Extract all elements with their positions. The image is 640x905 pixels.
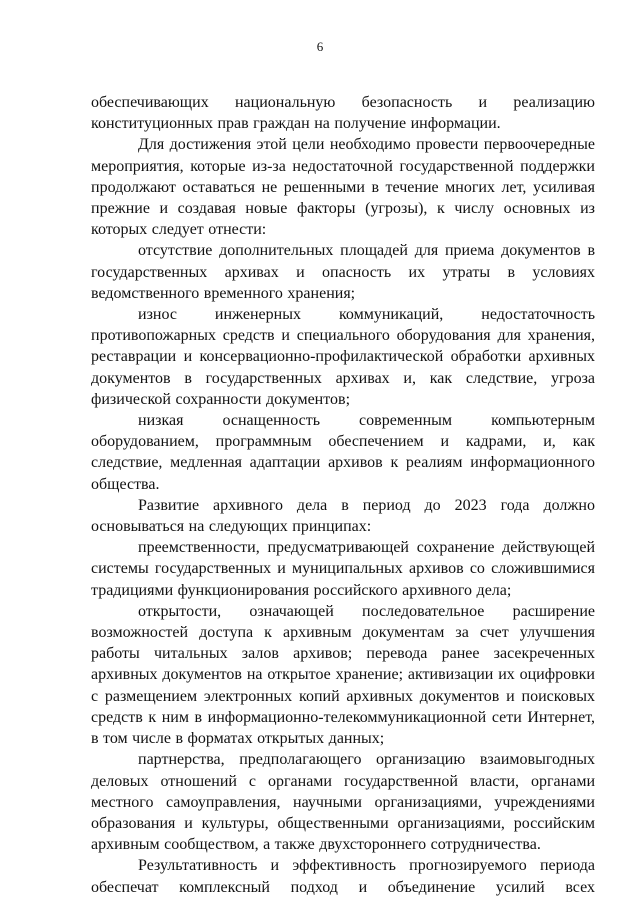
- paragraph-principle-continuity: преемственности, предусматривающей сохранение действующей системы государственных и муниципальных архивов со сложившимися традициями функционирования российского архивного дела;: [91, 539, 595, 599]
- paragraph-threat-engineering: износ инженерных коммуникаций, недостаточность противопожарных средств и специального оборудования для хранения, реставрации и консервационно-профилактической обработки архивных документов в государственных архивах и, как следствие, угроза физической сохранности документов;: [91, 306, 595, 408]
- paragraph-principles-intro: Развитие архивного дела в период до 2023 года должно основываться на следующих принципах:: [91, 496, 595, 536]
- document-body: [91, 92, 595, 898]
- paragraph-effectiveness: Результативность и эффективность прогнозируемого периода обеспечат комплексный подход и объединение усилий всех: [91, 857, 595, 896]
- paragraph-continued: обеспечивающих национальную безопасность и реализацию конституционных прав граждан на получение информации.: [91, 94, 595, 133]
- paragraph-principle-partnership: партнерства, предполагающего организацию взаимовыгодных деловых отношений с органами государственной власти, органами местного самоуправления, научными организациями, учреждениями образования и культуры, общественными организациями, российским архивным сообществом, а также двухстороннего сотрудничества.: [91, 751, 595, 854]
- paragraph-principle-openness: открытости, означающей последовательное расширение возможностей доступа к архивным документам за счет улучшения работы читальных залов архивов; перевода ранее засекреченных архивных документов на открытое хранение; активизации их оцифровки с размещением электронных копий архивных документов и поисковых средств к ним в информационно-телекоммуникационной сети Интернет, в том числе в форматах открытых данных;: [91, 602, 595, 748]
- paragraph-goal: Для достижения этой цели необходимо провести первоочередные мероприятия, которые из-за недостаточной государственной поддержки продолжают оставаться не решенными в течение многих лет, усиливая прежние и создавая новые факторы (угрозы), к числу основных из которых следует отнести:: [91, 136, 595, 239]
- page-number: 6: [316, 39, 324, 54]
- paragraph-threat-storage: отсутствие дополнительных площадей для приема документов в государственных архивах и опасность их утраты в условиях ведомственного временного хранения;: [91, 242, 595, 302]
- paragraph-threat-equipment: низкая оснащенность современным компьютерным оборудованием, программным обеспечением и кадрами, и, как следствие, медленная адаптации архивов к реалиям информационного общества.: [91, 412, 595, 493]
